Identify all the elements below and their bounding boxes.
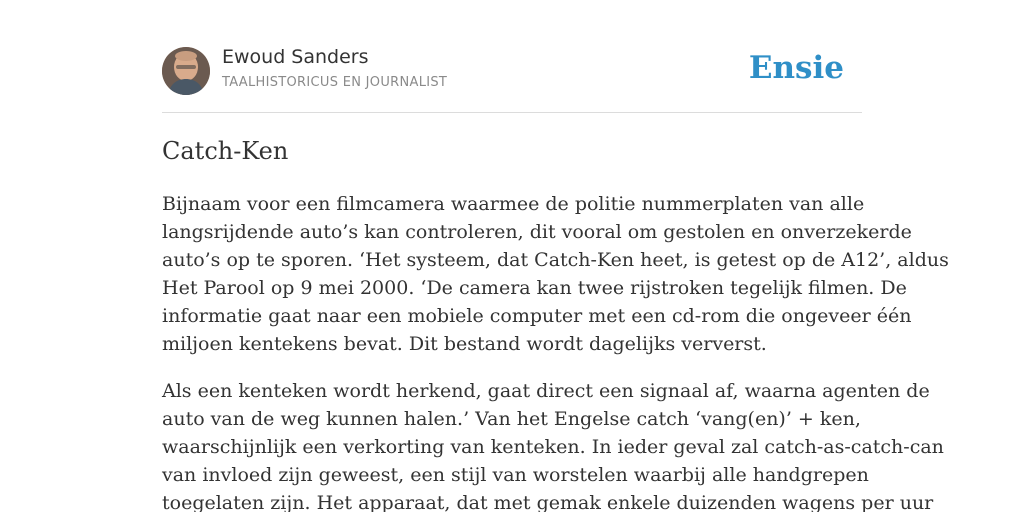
article-paragraph: [162, 190, 949, 358]
article-title: Catch-Ken: [162, 137, 289, 165]
text-line: auto van de weg kunnen halen.’ Van het Engelse catch ‘vang(en)’ + ken,: [162, 408, 861, 430]
text-line: waarschijnlijk een verkorting van kenteken. In ieder geval zal catch-as-catch-can: [162, 436, 944, 458]
author-title: TAALHISTORICUS EN JOURNALIST: [222, 75, 448, 90]
text-line: Bijnaam voor een filmcamera waarmee de politie nummerplaten van alle: [162, 193, 865, 215]
person-portrait-icon: [162, 47, 210, 95]
article-paragraph: [162, 377, 944, 512]
author-name[interactable]: Ewoud Sanders: [222, 46, 369, 68]
author-header: [162, 0, 862, 113]
brand-logo[interactable]: Ensie: [748, 50, 844, 86]
text-line: auto’s op te sporen. ‘Het systeem, dat Catch-Ken heet, is getest op de A12’, aldus: [162, 249, 949, 271]
text-line: Het Parool op 9 mei 2000. ‘De camera kan twee rijstroken tegelijk filmen. De: [162, 277, 907, 299]
article-body: [162, 190, 949, 512]
content-container: [162, 0, 949, 512]
text-line: informatie gaat naar een mobiele computer met een cd-rom die ongeveer één: [162, 305, 912, 327]
text-line: Als een kenteken wordt herkend, gaat direct een signaal af, waarna agenten de: [162, 380, 930, 402]
text-line: langsrijdende auto’s kan controleren, dit vooral om gestolen en onverzekerde: [162, 221, 912, 243]
text-line: van invloed zijn geweest, een stijl van worstelen waarbij alle handgrepen: [162, 464, 869, 486]
text-line: toegelaten zijn. Het apparaat, dat met gemak enkele duizenden wagens per uur: [162, 492, 934, 512]
text-line: miljoen kentekens bevat. Dit bestand wordt dagelijks ververst.: [162, 333, 767, 355]
avatar[interactable]: [162, 47, 210, 95]
